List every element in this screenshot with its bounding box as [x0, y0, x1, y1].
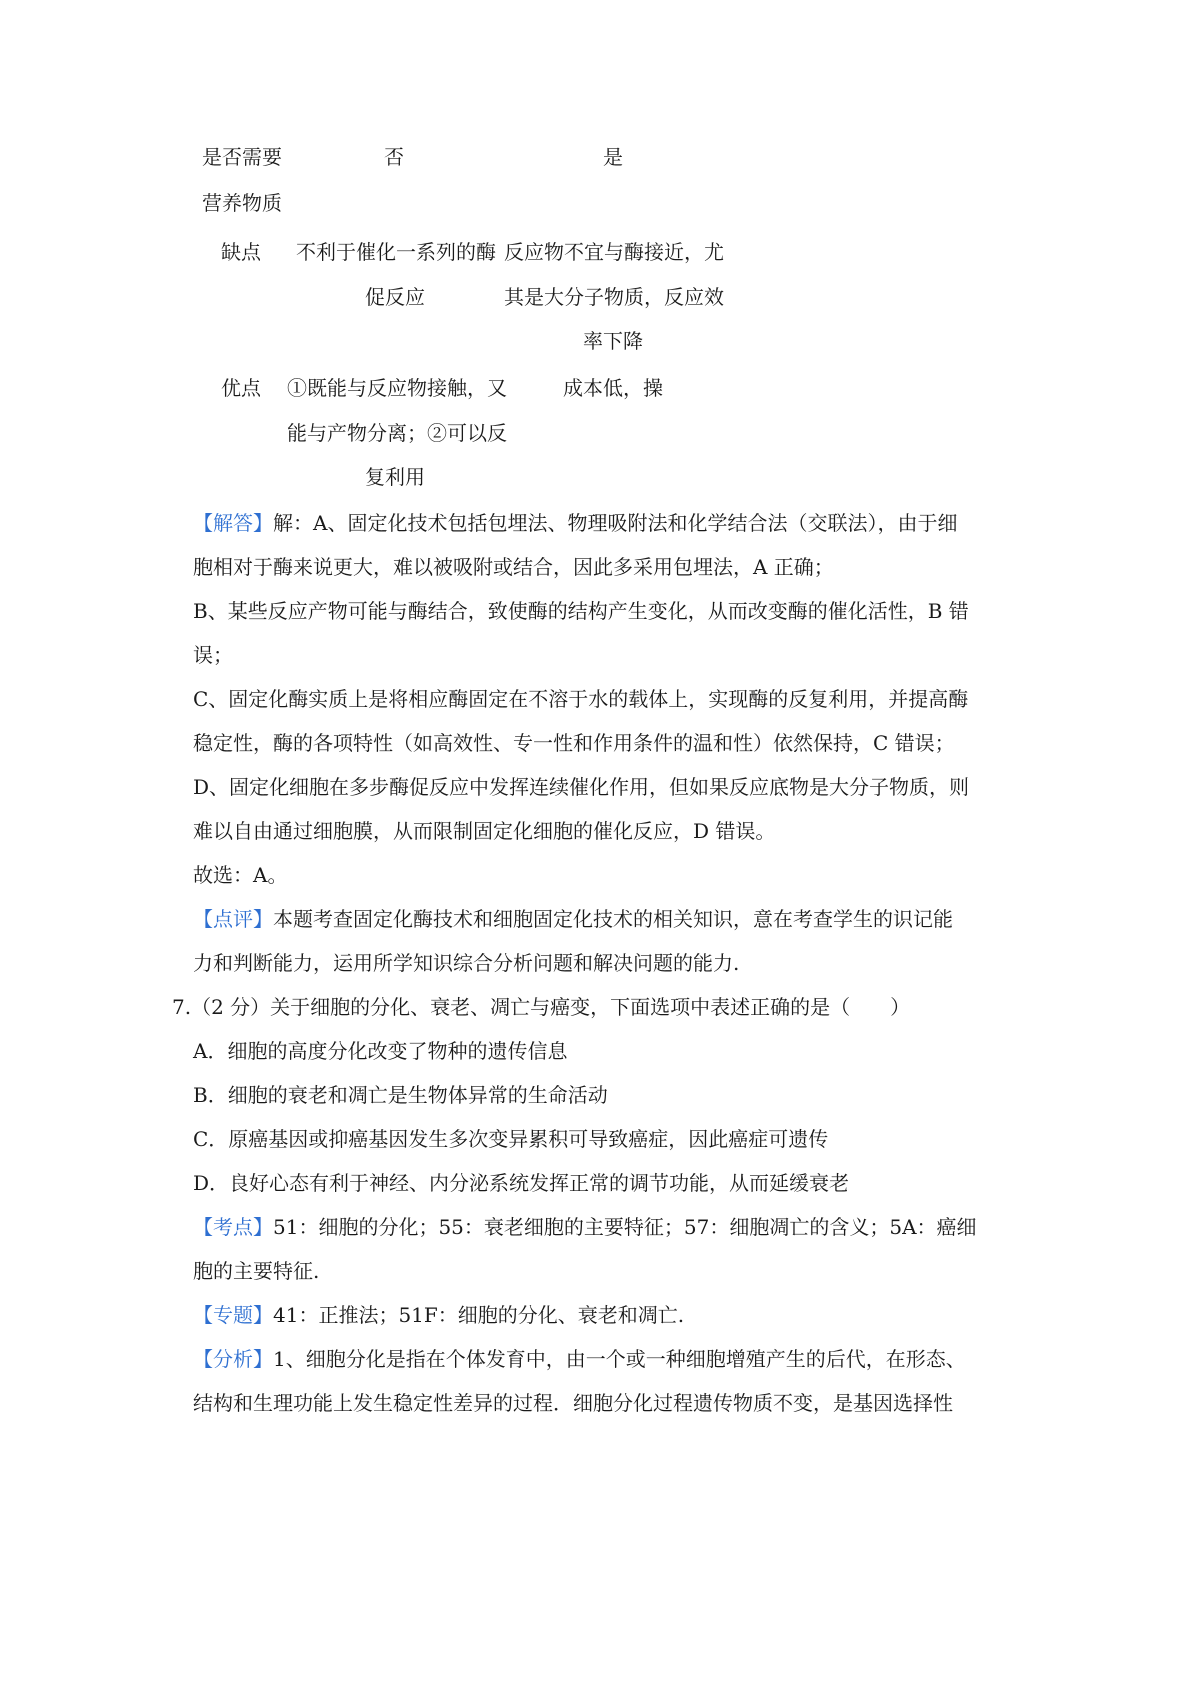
- analysis-line: [193, 1345, 966, 1373]
- table-cell: 成本低，操: [563, 376, 663, 400]
- table-cell: 促反应: [365, 285, 425, 309]
- analysis-line: 结构和生理功能上发生稳定性差异的过程．细胞分化过程遗传物质不变，是基因选择性: [193, 1391, 953, 1415]
- table-row-label: 缺点: [221, 240, 261, 264]
- answer-line: 难以自由通过细胞膜，从而限制固定化细胞的催化反应，D 错误。: [193, 819, 776, 843]
- topic-line: [193, 1301, 684, 1329]
- comment-tag: 【点评】: [193, 907, 273, 931]
- table-cell: 否: [384, 145, 404, 169]
- table-row-label: 优点: [221, 376, 261, 400]
- comment-line: [193, 905, 953, 933]
- table-row-label: 营养物质: [202, 191, 282, 215]
- exam-point-line: 胞的主要特征.: [193, 1259, 320, 1283]
- answer-line: [193, 509, 957, 537]
- analysis-text: 1、细胞分化是指在个体发育中，由一个或一种细胞增殖产生的后代，在形态、: [273, 1347, 966, 1371]
- answer-line: 胞相对于酶来说更大，难以被吸附或结合，因此多采用包埋法，A 正确；: [193, 555, 834, 579]
- answer-line: 稳定性，酶的各项特性（如高效性、专一性和作用条件的温和性）依然保持，C 错误；: [193, 731, 955, 755]
- option-c: C．原癌基因或抑癌基因发生多次变异累积可导致癌症，因此癌症可遗传: [193, 1127, 829, 1151]
- table-cell: 能与产物分离；②可以反: [287, 421, 507, 445]
- table-cell: 反应物不宜与酶接近，尤: [504, 240, 724, 264]
- option-d: D．良好心态有利于神经、内分泌系统发挥正常的调节功能，从而延缓衰老: [193, 1171, 850, 1195]
- comment-text: 本题考查固定化酶技术和细胞固定化技术的相关知识，意在考查学生的识记能: [273, 907, 953, 931]
- exam-point-tag: 【考点】: [193, 1215, 273, 1239]
- table-cell: 其是大分子物质，反应效: [504, 285, 724, 309]
- answer-text: 解：A、固定化技术包括包埋法、物理吸附法和化学结合法（交联法），由于细: [273, 511, 958, 535]
- analysis-tag: 【分析】: [193, 1347, 273, 1371]
- option-b: B．细胞的衰老和凋亡是生物体异常的生命活动: [193, 1083, 608, 1107]
- table-cell: 复利用: [365, 465, 425, 489]
- comment-line: 力和判断能力，运用所学知识综合分析问题和解决问题的能力.: [193, 951, 740, 975]
- topic-text: 41：正推法；51F：细胞的分化、衰老和凋亡.: [273, 1303, 685, 1327]
- topic-tag: 【专题】: [193, 1303, 273, 1327]
- table-cell: 率下降: [583, 329, 643, 353]
- table-cell: 是: [603, 145, 623, 169]
- answer-tag: 【解答】: [193, 511, 273, 535]
- question-stem: 7.（2 分）关于细胞的分化、衰老、凋亡与癌变，下面选项中表述正确的是（ ）: [172, 995, 911, 1019]
- table-cell: 不利于催化一系列的酶: [296, 240, 496, 264]
- answer-line: 误；: [193, 643, 233, 667]
- option-a: A．细胞的高度分化改变了物种的遗传信息: [193, 1039, 568, 1063]
- answer-line: D、固定化细胞在多步酶促反应中发挥连续催化作用，但如果反应底物是大分子物质，则: [193, 775, 970, 799]
- table-cell: ①既能与反应物接触，又: [287, 376, 507, 400]
- table-row-label: 是否需要: [202, 145, 282, 169]
- answer-line: 故选：A。: [193, 863, 288, 887]
- answer-line: B、某些反应产物可能与酶结合，致使酶的结构产生变化，从而改变酶的催化活性，B 错: [193, 599, 969, 623]
- answer-line: C、固定化酶实质上是将相应酶固定在不溶于水的载体上，实现酶的反复利用，并提高酶: [193, 687, 969, 711]
- exam-point-text: 51：细胞的分化；55：衰老细胞的主要特征；57：细胞凋亡的含义；5A：癌细: [273, 1215, 977, 1239]
- exam-point-line: [193, 1213, 977, 1241]
